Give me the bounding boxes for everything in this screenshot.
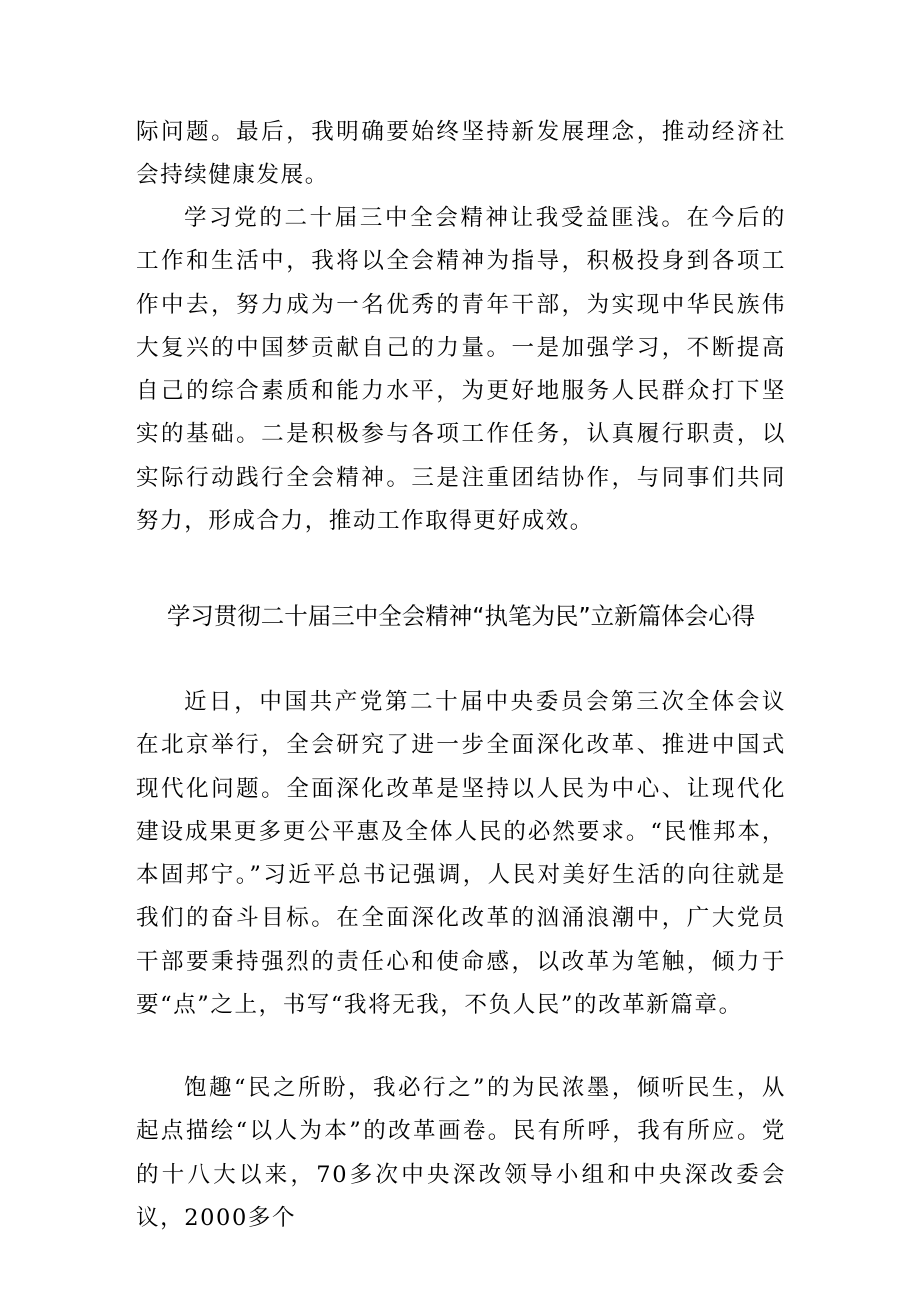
section-title: 学习贯彻二十届三中全会精神“执笔为民”立新篇体会心得 — [166, 602, 756, 630]
paragraph-people-oriented: 饱趣“民之所盼，我必行之”的为民浓墨，倾听民生，从起点描绘“以人为本”的改革画卷。民有所呼，我有所应。党的十八大以来，70多次中央深改领导小组和中央深改委会议，2000多个 — [136, 1075, 786, 1231]
paragraph-continuation: 际问题。最后，我明确要始终坚持新发展理念，推动经济社会持续健康发展。 — [136, 119, 786, 189]
paragraph-study-reflection: 学习党的二十届三中全会精神让我受益匪浅。在今后的工作和生活中，我将以全会精神为指导，积极投身到各项工作中去，努力成为一名优秀的青年干部，为实现中华民族伟大复兴的中国梦贡献自己的力量。一是加强学习，不断提高自己的综合素质和能力水平，为更好地服务人民群众打下坚实的基础。二是积极参与各项工作任务，认真履行职责，以实际行动践行全会精神。三是注重团结协作，与同事们共同努力，形成合力，推动工作取得更好成效。 — [136, 205, 786, 535]
paragraph-intro: 近日，中国共产党第二十届中央委员会第三次全体会议在北京举行，全会研究了进一步全面深化改革、推进中国式现代化问题。全面深化改革是坚持以人民为中心、让现代化建设成果更多更公平惠及全体人民的必然要求。“民惟邦本，本固邦宁。”习近平总书记强调，人民对美好生活的向往就是我们的奋斗目标。在全面深化改革的汹涌浪潮中，广大党员干部要秉持强烈的责任心和使命感，以改革为笔触，倾力于要“点”之上，书写“我将无我，不负人民”的改革新篇章。 — [136, 689, 786, 1019]
